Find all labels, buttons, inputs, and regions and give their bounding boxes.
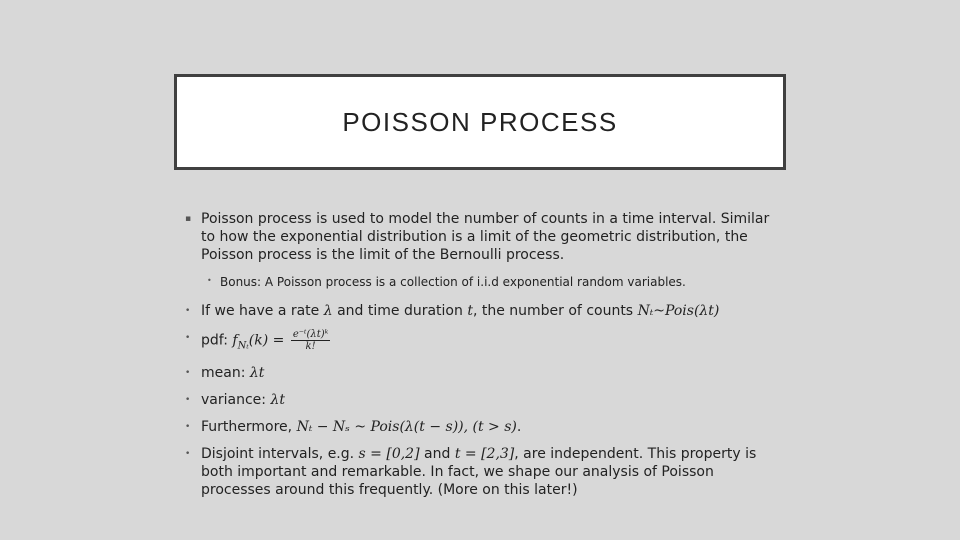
math-interval-s: s = [0,2] xyxy=(358,446,420,463)
fraction-numerator: e⁻ᵗ(λt)ᵏ xyxy=(292,329,329,340)
math-formula: λt xyxy=(270,392,285,409)
bullet-icon: • xyxy=(185,395,191,406)
bullet-text: and time duration xyxy=(332,303,468,319)
bullet-icon: ▪ xyxy=(185,214,192,224)
bullet-text: Disjoint intervals, e.g. xyxy=(201,446,359,463)
math-t: t xyxy=(467,303,473,319)
title-box xyxy=(174,74,786,170)
math-f: f xyxy=(232,332,238,349)
bullet-item xyxy=(180,302,780,320)
bullet-item xyxy=(180,329,780,355)
bullet-text: and xyxy=(419,446,455,463)
bullet-text: mean: xyxy=(201,365,250,382)
bullet-item xyxy=(180,418,780,436)
math-subscript: Nₜ xyxy=(237,340,249,352)
slide-title: POISSON PROCESS xyxy=(342,106,618,137)
bullet-text: Poisson process is used to model the number of counts in a time interval. Similar to how the exponential distribution is a limit of the geometric distribution, the Poisson process is the limit of the Bernoulli process. xyxy=(201,211,770,263)
bullet-text: , the number of counts xyxy=(472,303,638,319)
sub-bullet-item xyxy=(180,273,780,291)
bullet-icon: • xyxy=(185,306,191,316)
bullet-text: Furthermore, xyxy=(201,419,297,436)
math-formula: λt xyxy=(249,365,265,382)
math-arg: (k) = xyxy=(248,332,285,349)
fraction-denominator: k! xyxy=(305,341,316,352)
bullet-list xyxy=(180,210,780,508)
sub-bullet-text: Bonus: A Poisson process is a collection of i.i.d exponential random variables. xyxy=(220,275,686,289)
math-lambda: λ xyxy=(323,303,333,319)
bullet-text: If we have a rate xyxy=(201,303,324,319)
fraction xyxy=(291,329,330,352)
bullet-item xyxy=(180,210,780,264)
math-formula: Nₜ~Pois(λt) xyxy=(637,303,720,319)
bullet-text: pdf: xyxy=(201,332,233,349)
bullet-icon: • xyxy=(185,368,191,379)
bullet-icon: • xyxy=(185,449,191,460)
bullet-text: . xyxy=(516,419,522,436)
bullet-item xyxy=(180,364,780,382)
bullet-text: variance: xyxy=(201,392,271,409)
bullet-text: , are independent. This property is both important and remarkable. In fact, we shape our analysis of Poisson processes around this frequently. (More on this later!) xyxy=(201,446,757,499)
bullet-icon: • xyxy=(185,422,191,433)
bullet-icon: • xyxy=(207,276,212,285)
math-interval-t: t = [2,3] xyxy=(454,446,515,463)
math-formula: Nₜ − Nₛ ~ Pois(λ(t − s)), (t > s) xyxy=(296,419,517,436)
bullet-item xyxy=(180,445,780,499)
bullet-icon: • xyxy=(185,333,191,343)
bullet-item xyxy=(180,391,780,409)
